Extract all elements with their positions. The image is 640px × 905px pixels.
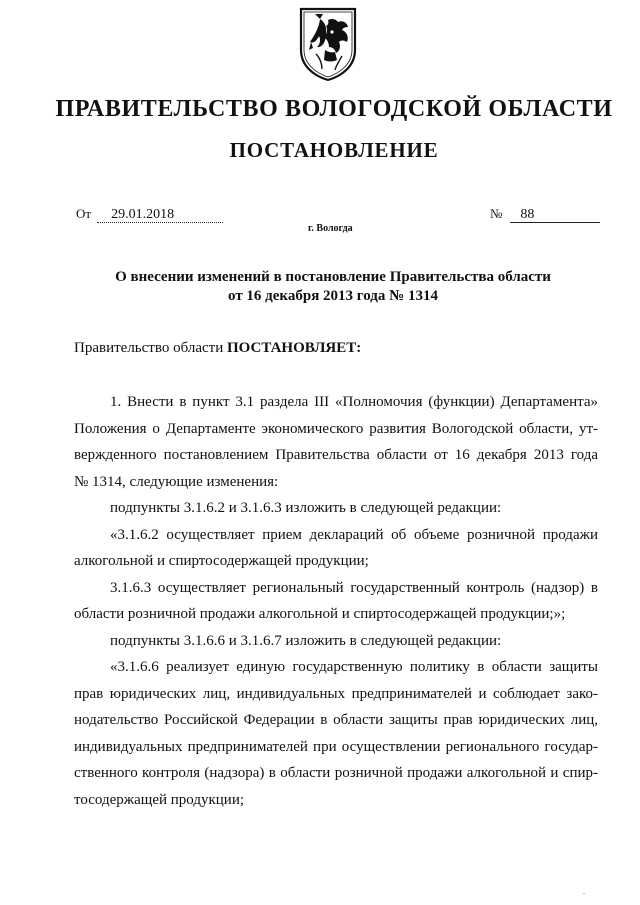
government-title: ПРАВИТЕЛЬСТВО ВОЛОГОДСКОЙ ОБЛАСТИ [55, 96, 613, 122]
body-line: тосодержащей продукции; [74, 791, 245, 808]
body-line: «3.1.6.2 осуществляет прием деклараций об объеме розничной продажи [110, 526, 598, 543]
body-line: вержденного постановлением Правительства области от 16 декабря 2013 года [74, 447, 598, 463]
body-line: области розничной продажи алкогольной и спиртосодержащей продукции;»; [74, 606, 566, 622]
body-line: № 1314, следующие изменения: [74, 473, 279, 490]
document-type-title: ПОСТАНОВЛЕНИЕ [229, 138, 439, 162]
body-line: Положения о Департаменте экономического развития Вологодской области, ут- [74, 420, 598, 437]
body-line: прав юридических лиц, индивидуальных предпринимателей и соблюдает зако- [74, 685, 598, 702]
body-line: подпункты 3.1.6.2 и 3.1.6.3 изложить в следующей редакции: [110, 500, 502, 516]
date-label: От [76, 206, 92, 221]
document-subject [74, 268, 592, 306]
page-mark: . [583, 887, 585, 896]
body-line: 1. Внести в пункт 3.1 раздела III «Полномочия (функции) Департамента» [110, 394, 598, 410]
body-line: подпункты 3.1.6.6 и 3.1.6.7 изложить в следующей редакции: [110, 632, 502, 649]
body-line: ственного контроля (надзора) в области розничной продажи алкогольной и спир- [74, 765, 598, 781]
document-date [76, 206, 223, 223]
subject-line: от 16 декабря 2013 года № 1314 [228, 288, 438, 304]
body-line: индивидуальных предпринимателей при осуществлении регионального государ- [74, 738, 598, 755]
date-value: 29.01.2018 [97, 207, 223, 223]
number-value: 88 [510, 207, 600, 223]
number-label: № [490, 206, 503, 221]
coat-of-arms-icon [298, 6, 358, 82]
preamble-text: Правительство области [74, 340, 227, 356]
preamble-verb: ПОСТАНОВЛЯЕТ: [226, 340, 362, 356]
body-line: нодательство Российской Федерации в области защиты прав юридических лиц, [74, 712, 598, 728]
body-line: 3.1.6.3 осуществляет региональный государственный контроль (надзор) в [110, 579, 598, 596]
document-number [490, 206, 600, 223]
body-line: «3.1.6.6 реализует единую государственную политику в области защиты [110, 659, 598, 675]
document-body [74, 389, 598, 813]
subject-line: О внесении изменений в постановление Правительства области [115, 269, 551, 285]
city-name: г. Вологда [308, 223, 353, 234]
preamble [74, 340, 361, 357]
body-line: алкогольной и спиртосодержащей продукции; [74, 553, 369, 569]
